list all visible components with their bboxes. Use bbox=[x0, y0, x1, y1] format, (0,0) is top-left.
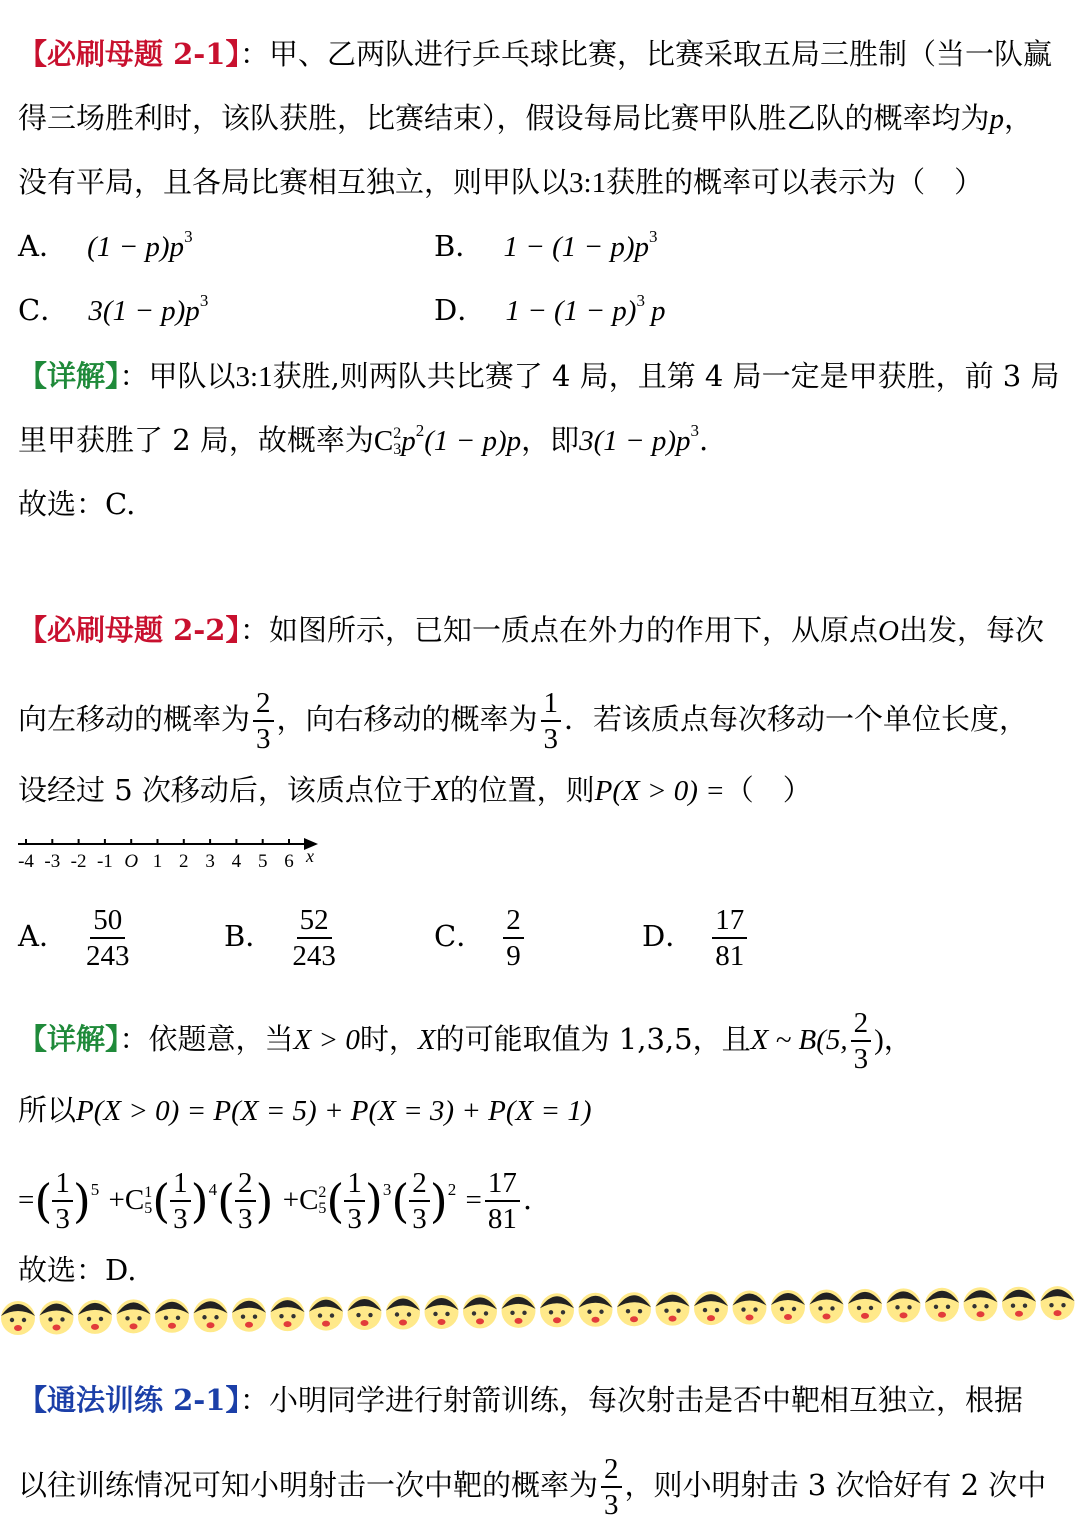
axis-tick-label: O bbox=[124, 851, 139, 872]
duck-icon bbox=[848, 1289, 882, 1323]
duck-icon bbox=[40, 1300, 74, 1334]
q2-solution-tag: 【详解】 bbox=[18, 1022, 120, 1056]
axis-tick-label: 4 bbox=[231, 851, 242, 872]
q1-option-d[interactable]: D． $1 - (1 - p)^3$ p bbox=[434, 291, 666, 327]
duck-icon bbox=[309, 1297, 343, 1331]
axis-tick-label: -3 bbox=[44, 851, 61, 872]
q3-line-2: 以往训练情况可知小明射击一次中靶的概率为 $\frac{2}{3}$ ，则小明射击 3 次恰好有 2 次中 bbox=[18, 1453, 1047, 1521]
duck-icon bbox=[502, 1294, 536, 1328]
axis-tick-label: 5 bbox=[257, 851, 268, 872]
duck-icon bbox=[964, 1287, 998, 1321]
q2-solution-line-1: 【详解】：依题意，当X > 0时，X的可能取值为 1,3,5，且X ~ B(5, $\frac{2}{3}$ )， bbox=[18, 1007, 913, 1075]
duck-icon bbox=[887, 1288, 921, 1322]
duck-icon bbox=[117, 1299, 151, 1333]
q2-option-a[interactable]: A． $\frac{50}{243}$ bbox=[18, 904, 130, 972]
q3-tag: 【通法训练 2-1】 bbox=[18, 1383, 240, 1417]
duck-icon bbox=[463, 1294, 497, 1328]
duck-icon bbox=[771, 1290, 805, 1324]
duck-icon bbox=[271, 1297, 305, 1331]
axis-tick-label: -2 bbox=[70, 851, 87, 872]
q1-line-1: 【必刷母题 2-1】：甲、乙两队进行乒乓球比赛，比赛采取五局三胜制（当一队赢 bbox=[18, 37, 1053, 71]
duck-icon bbox=[579, 1293, 613, 1327]
q1-option-a[interactable]: A． $(1 - p)p^3$ bbox=[18, 227, 193, 263]
q1-solution-tag: 【详解】 bbox=[18, 359, 120, 393]
duck-icon bbox=[656, 1292, 690, 1326]
duck-icon bbox=[733, 1291, 767, 1325]
q2-line-1: 【必刷母题 2-2】：如图所示，已知一质点在外力的作用下，从原点O出发，每次 bbox=[18, 613, 1044, 647]
axis-tick-label: 2 bbox=[179, 851, 189, 872]
fraction: $\frac{2}{3}$ bbox=[253, 686, 274, 756]
duck-icon bbox=[617, 1292, 651, 1326]
q2-line-3: 设经过 5 次移动后，该质点位于X的位置，则P(X > 0) =（ ） bbox=[18, 773, 812, 807]
q1-solution-line-1: 【详解】：甲队以3:1获胜,则两队共比赛了 4 局，且第 4 局一定是甲获胜，前 3 局 bbox=[18, 359, 1060, 393]
q2-choose: 故选：D. bbox=[18, 1253, 137, 1287]
duck-icon bbox=[810, 1289, 844, 1323]
q1-choose: 故选：C. bbox=[18, 487, 136, 521]
duck-icon bbox=[386, 1296, 420, 1330]
duck-icon bbox=[348, 1296, 382, 1330]
q2-line-2: 向左移动的概率为 $\frac{2}{3}$ ，向右移动的概率为 $\frac{1}{3}$ ．若该质点每次移动一个单位长度， bbox=[18, 687, 1029, 755]
axis-tick-label: 3 bbox=[205, 851, 215, 872]
axis-label-x: x bbox=[306, 846, 314, 866]
axis-tick-label: -4 bbox=[18, 851, 34, 872]
q3-line-1: 【通法训练 2-1】：小明同学进行射箭训练，每次射击是否中靶相互独立，根据 bbox=[18, 1383, 1024, 1417]
q2-option-c[interactable]: C． $\frac{2}{9}$ bbox=[434, 903, 527, 973]
q1-tag: 【必刷母题 2-1】 bbox=[18, 37, 240, 71]
duck-icon bbox=[540, 1293, 574, 1327]
duck-icon bbox=[1002, 1287, 1036, 1321]
duck-icon bbox=[1, 1301, 35, 1335]
q1-line-3: 没有平局，且各局比赛相互独立，则甲队以3:1获胜的概率可以表示为（ ） bbox=[18, 165, 984, 199]
q2-option-d[interactable]: D． $\frac{17}{81}$ bbox=[642, 903, 750, 973]
duck-icon bbox=[425, 1295, 459, 1329]
axis-tick-label: 1 bbox=[152, 851, 163, 872]
duck-icon bbox=[1041, 1286, 1075, 1320]
fraction: $\frac{1}{3}$ bbox=[541, 686, 562, 756]
q2-solution-line-3: =( $\frac{1}{3}$ )$^5$ +C 1 5 ( $\frac{1}{3}$ )$^4$( $\frac{2}{3}$ ) +C 2 5 ( $\frac{1}{3}$ )$^3$( $\frac{2}{3}$ )$^2$ = $\frac{17}{81}$ . bbox=[18, 1167, 533, 1235]
q1-option-c[interactable]: C． $3(1 - p)p^3$ bbox=[18, 291, 209, 327]
duck-icon bbox=[78, 1300, 112, 1334]
number-line bbox=[14, 832, 324, 878]
q1-option-b[interactable]: B． $1 - (1 - p)p^3$ bbox=[434, 227, 658, 263]
duck-border-decoration bbox=[0, 1278, 1080, 1348]
q1-solution-line-2: 里甲获胜了 2 局，故概率为C 2 3 $p^2(1 - p)p$，即$3(1 - p)p^3$. bbox=[18, 421, 709, 458]
q1-line-2: 得三场胜利时，该队获胜，比赛结束），假设每局比赛甲队胜乙队的概率均为p， bbox=[18, 101, 1034, 135]
axis-tick-label: -1 bbox=[96, 851, 113, 872]
q2-solution-line-2: 所以P(X > 0) = P(X = 5) + P(X = 3) + P(X = 1) bbox=[18, 1093, 592, 1127]
duck-icon bbox=[694, 1291, 728, 1325]
duck-icon bbox=[232, 1298, 266, 1332]
duck-icon bbox=[194, 1298, 228, 1332]
duck-icon bbox=[925, 1288, 959, 1322]
axis-tick-label: 6 bbox=[284, 851, 294, 872]
duck-icon bbox=[155, 1299, 189, 1333]
q2-tag: 【必刷母题 2-2】 bbox=[18, 613, 240, 647]
q2-option-b[interactable]: B． $\frac{52}{243}$ bbox=[224, 904, 336, 972]
